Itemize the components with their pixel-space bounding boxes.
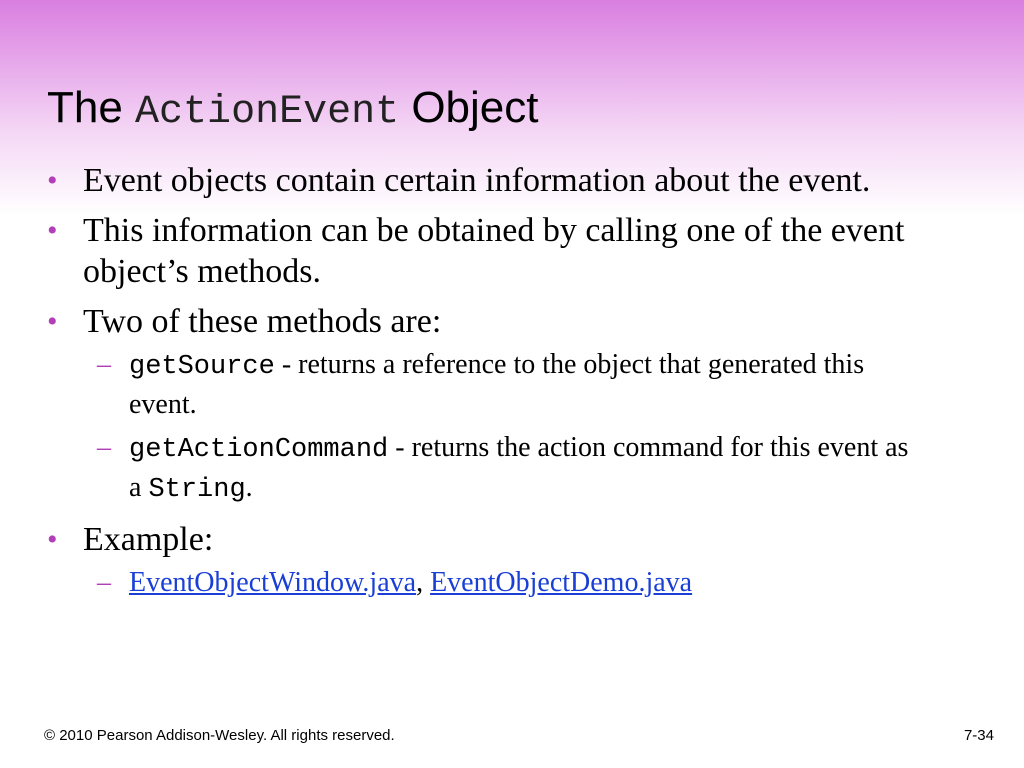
bullet-text: Event objects contain certain information about the event. bbox=[83, 162, 871, 199]
bullet-item bbox=[47, 160, 927, 201]
bullet-text: This information can be obtained by calling one of the event object’s methods. bbox=[83, 212, 905, 290]
bullet-dot-icon: • bbox=[47, 305, 58, 338]
sub-bullet-item bbox=[47, 346, 927, 423]
sub-bullet-item bbox=[47, 564, 927, 601]
method-description-end: . bbox=[245, 472, 253, 503]
eventobjectwindow-link[interactable]: EventObjectWindow.java bbox=[129, 567, 417, 598]
example-label: Example: bbox=[83, 521, 214, 558]
bullet-text: Two of these methods are: bbox=[83, 303, 442, 340]
dash-icon: – bbox=[97, 349, 111, 380]
page-number: 7-34 bbox=[963, 727, 994, 744]
slide-content bbox=[47, 160, 927, 607]
string-type: String bbox=[148, 475, 246, 505]
method-description: - returns a reference to the object that generated this event. bbox=[129, 349, 865, 420]
copyright-footer: © 2010 Pearson Addison-Wesley. All rights reserved. bbox=[44, 727, 395, 744]
title-prefix: The bbox=[47, 83, 136, 132]
link-separator: , bbox=[416, 567, 431, 598]
title-code: ActionEvent bbox=[135, 90, 400, 135]
method-name: getSource bbox=[129, 352, 275, 382]
bullet-item bbox=[47, 519, 927, 560]
bullet-dot-icon: • bbox=[47, 523, 58, 556]
bullet-item bbox=[47, 210, 927, 292]
dash-icon: – bbox=[97, 432, 111, 463]
eventobjectdemo-link[interactable]: EventObjectDemo.java bbox=[430, 567, 693, 598]
bullet-dot-icon: • bbox=[47, 214, 58, 247]
method-name: getActionCommand bbox=[129, 435, 389, 465]
sub-bullet-item bbox=[47, 429, 927, 509]
method-description: - returns the action command for this event as a bbox=[129, 432, 909, 503]
bullet-dot-icon: • bbox=[47, 164, 58, 197]
dash-icon: – bbox=[97, 567, 111, 598]
bullet-item bbox=[47, 301, 927, 342]
slide-title bbox=[47, 80, 538, 141]
title-suffix: Object bbox=[399, 83, 539, 132]
